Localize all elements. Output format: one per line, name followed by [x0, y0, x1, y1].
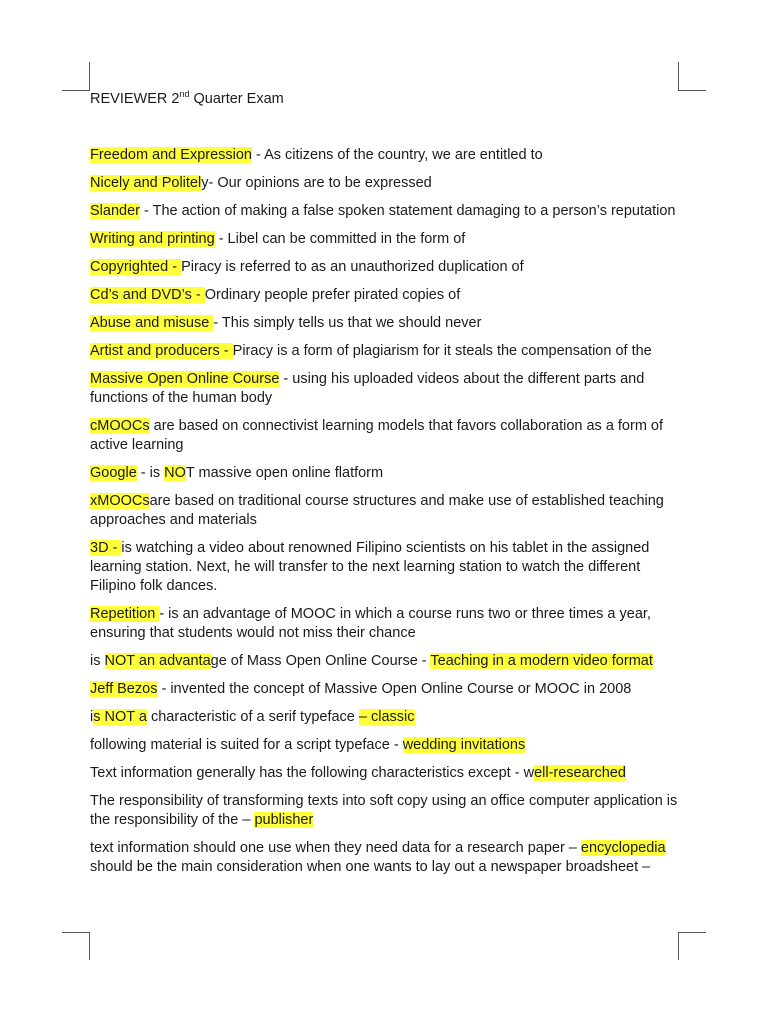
- reviewer-item: [90, 146, 690, 165]
- highlighted-text: s NOT a: [93, 709, 147, 725]
- highlighted-text: Repetition: [90, 606, 160, 622]
- body-text: Text information generally has the following characteristics except - w: [90, 765, 535, 781]
- highlighted-text: Google: [90, 465, 137, 481]
- body-text: - is: [136, 465, 165, 481]
- body-text: T massive open online flatform: [185, 465, 384, 481]
- highlighted-text: NO: [164, 465, 186, 481]
- reviewer-item: [90, 174, 690, 193]
- highlighted-text: Abuse and misuse: [90, 315, 214, 331]
- body-text: - using his uploaded videos about the different parts and functions of the human body: [90, 371, 645, 406]
- body-text: Ordinary people prefer pirated copies of: [204, 287, 461, 303]
- reviewer-item: [90, 652, 690, 671]
- body-text: are based on traditional course structures and make use of established teaching approaches and materials: [90, 493, 664, 528]
- reviewer-item: [90, 314, 690, 333]
- reviewer-item: [90, 736, 690, 755]
- body-text: The responsibility of transforming texts into soft copy using an office computer application is the responsibility of the –: [90, 793, 678, 828]
- reviewer-item: [90, 370, 690, 408]
- highlighted-text: publisher: [254, 812, 314, 828]
- reviewer-item: [90, 286, 690, 305]
- highlighted-text: Massive Open Online Course: [90, 371, 280, 387]
- body-text: is watching a video about renowned Filipino scientists on his tablet in the assigned learning station. Next, he will transfer to the next learning station to watch the different Filipino folk dances.: [90, 540, 650, 594]
- body-text: Piracy is referred to as an unauthorized duplication of: [181, 259, 524, 275]
- body-text: y- Our opinions are to be expressed: [201, 175, 432, 191]
- body-text: ge of Mass Open Online Course -: [210, 653, 431, 669]
- highlighted-text: wedding invitations: [402, 737, 526, 753]
- document-body: [90, 90, 690, 886]
- crop-mark-top-left-h: [62, 90, 90, 91]
- document-title: [90, 90, 690, 109]
- reviewer-item: [90, 858, 690, 877]
- highlighted-text: – classic: [358, 709, 415, 725]
- highlighted-text: ell-researched: [534, 765, 626, 781]
- reviewer-items: [90, 146, 690, 877]
- crop-mark-bottom-left: [89, 932, 90, 960]
- title-prefix: REVIEWER 2: [90, 91, 180, 107]
- reviewer-item: [90, 342, 690, 361]
- body-text: is: [90, 653, 105, 669]
- reviewer-item: [90, 839, 690, 858]
- highlighted-text: Slander: [90, 203, 140, 219]
- reviewer-item: [90, 605, 690, 643]
- reviewer-item: [90, 792, 690, 830]
- highlighted-text: Cd’s and DVD’s -: [90, 287, 205, 303]
- highlighted-text: Copyrighted -: [90, 259, 182, 275]
- reviewer-item: [90, 764, 690, 783]
- reviewer-item: [90, 492, 690, 530]
- body-text: text information should one use when they need data for a research paper –: [90, 840, 581, 856]
- body-text: following material is suited for a script typeface -: [90, 737, 403, 753]
- crop-mark-bottom-left-h: [62, 932, 90, 933]
- highlighted-text: encyclopedia: [580, 840, 666, 856]
- body-text: - The action of making a false spoken statement damaging to a person’s reputation: [139, 203, 676, 219]
- body-text: characteristic of a serif typeface: [146, 709, 359, 725]
- reviewer-item: [90, 230, 690, 249]
- reviewer-item: [90, 202, 690, 221]
- title-suffix: Quarter Exam: [189, 91, 284, 107]
- reviewer-item: [90, 680, 690, 699]
- body-text: - is an advantage of MOOC in which a course runs two or three times a year, ensuring that students would not miss their chance: [90, 606, 651, 641]
- reviewer-item: [90, 258, 690, 277]
- highlighted-text: Jeff Bezos: [90, 681, 158, 697]
- reviewer-item: [90, 708, 690, 727]
- highlighted-text: 3D -: [90, 540, 122, 556]
- highlighted-text: cMOOCs: [90, 418, 150, 434]
- highlighted-text: Teaching in a modern video format: [430, 653, 653, 669]
- body-text: are based on connectivist learning models that favors collaboration as a form of active learning: [90, 418, 664, 453]
- title-superscript: nd: [179, 89, 190, 100]
- crop-mark-bottom-right-h: [678, 932, 706, 933]
- body-text: - As citizens of the country, we are entitled to: [252, 147, 543, 163]
- reviewer-item: [90, 417, 690, 455]
- highlighted-text: Artist and producers -: [90, 343, 233, 359]
- highlighted-text: Freedom and Expression: [90, 147, 252, 163]
- reviewer-item: [90, 464, 690, 483]
- crop-mark-top-left: [89, 62, 90, 90]
- highlighted-text: Nicely and Politel: [90, 175, 202, 191]
- reviewer-item: [90, 539, 690, 596]
- body-text: - invented the concept of Massive Open Online Course or MOOC in 2008: [157, 681, 632, 697]
- highlighted-text: NOT an advanta: [104, 653, 211, 669]
- body-text: - Libel can be committed in the form of: [214, 231, 466, 247]
- highlighted-text: xMOOCs: [90, 493, 150, 509]
- highlighted-text: Writing and printing: [90, 231, 215, 247]
- crop-mark-top-right: [678, 62, 679, 90]
- body-text: - This simply tells us that we should never: [213, 315, 482, 331]
- body-text: Piracy is a form of plagiarism for it steals the compensation of the: [232, 343, 652, 359]
- body-text: should be the main consideration when one wants to lay out a newspaper broadsheet –: [90, 859, 651, 875]
- body-text: i: [90, 709, 94, 725]
- crop-mark-bottom-right: [678, 932, 679, 960]
